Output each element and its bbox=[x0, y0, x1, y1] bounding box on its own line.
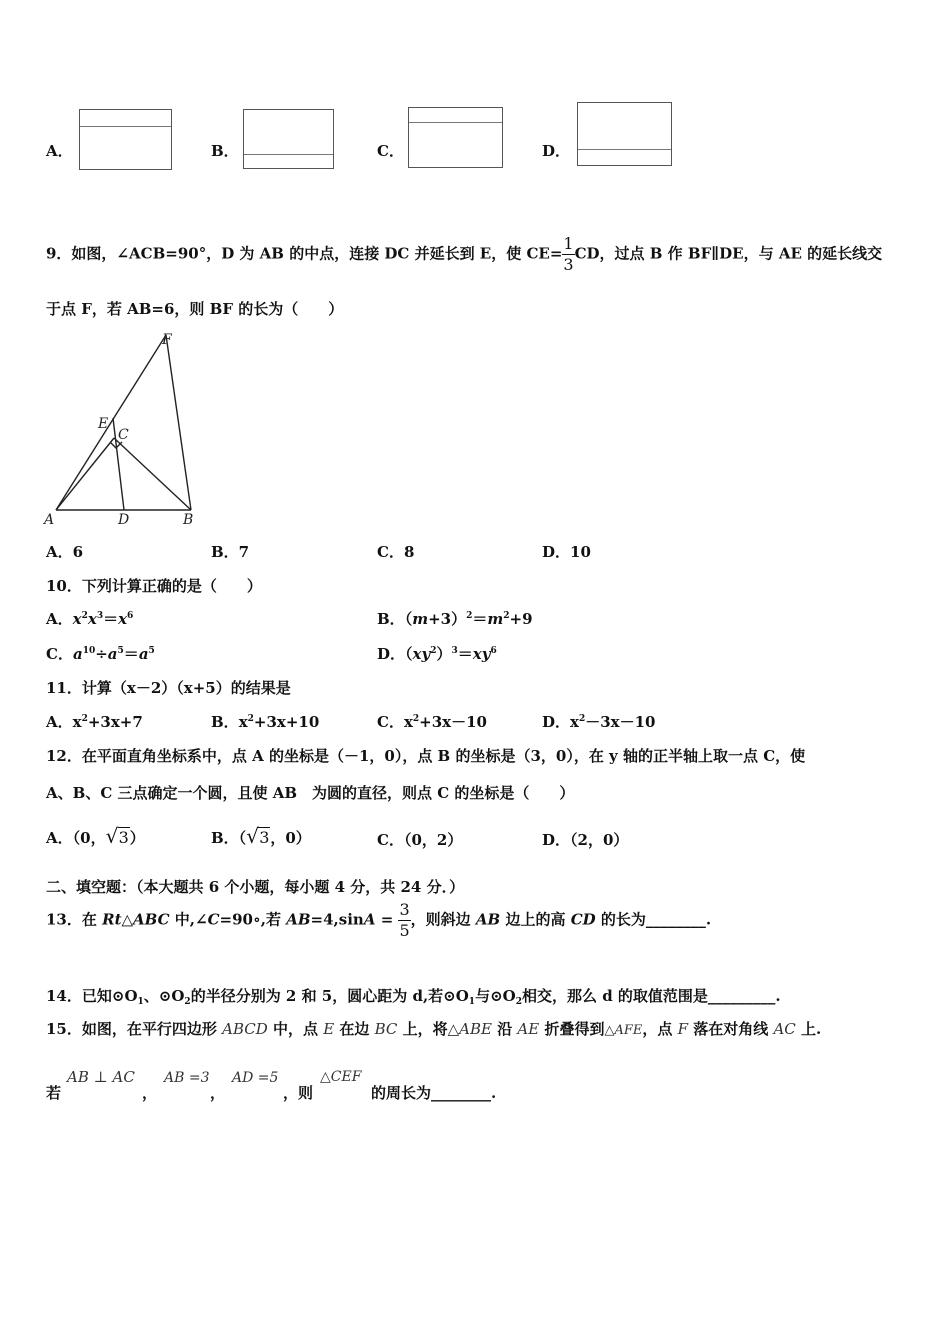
q15-comma-1: ， bbox=[142, 1084, 158, 1102]
label-d: D bbox=[118, 512, 130, 528]
label-f: F bbox=[162, 332, 172, 348]
q12-option-b: B．（ √ 3，0） bbox=[211, 824, 311, 848]
line-cb bbox=[114, 438, 191, 510]
q11-option-b: B．$x^2+3x+10$ bbox=[211, 713, 320, 731]
q9-option-d: D．10 bbox=[542, 543, 591, 561]
q15-comma-2: ， bbox=[210, 1084, 226, 1102]
q14-stem: 14．已知$⊙O_1$、$⊙O_2$的半径分别为 2 和 5，圆心距为 d,若$⊙O_1$与$⊙O_2$相交，那么 d 的取值范围是_________. bbox=[46, 987, 781, 1007]
q8-option-a-figure bbox=[79, 109, 172, 170]
q8-option-b-figure bbox=[243, 109, 334, 169]
q15-ab-equals-3: AB =3 bbox=[164, 1070, 210, 1086]
line-af bbox=[56, 335, 166, 510]
q15-perimeter-blank: 的周长为________. bbox=[371, 1084, 497, 1102]
q9-option-c: C．8 bbox=[377, 543, 415, 561]
q10-option-b: B．$(m+3)^2=m^2+9$ bbox=[377, 610, 533, 628]
q12-option-d: D．（2，0） bbox=[542, 831, 629, 849]
fraction-three-fifths: $\frac{3}{5}$ bbox=[399, 900, 410, 940]
q15-ad-equals-5: AD =5 bbox=[232, 1070, 279, 1086]
q12-option-c: C．（0，2） bbox=[377, 831, 463, 849]
line-fb bbox=[166, 335, 191, 510]
q11-stem: 11．计算（x－2）（x+5）的结果是 bbox=[46, 679, 291, 697]
q15-line2-ruo: 若 bbox=[46, 1084, 62, 1102]
q8-option-c-figure bbox=[408, 107, 503, 168]
q12-stem-line2: A、B、C 三点确定一个圆，且使 AB 为圆的直径，则点 C 的坐标是（ ） bbox=[46, 784, 575, 802]
q15-stem-line1: 15．如图，在平行四边形 ABCD 中，点 E 在边 BC 上，将△ABE 沿 AE 折叠得到△AFE，点 F 落在对角线 AC 上. bbox=[46, 1020, 822, 1038]
q13-stem: 13．在 Rt△ABC 中,∠C=90∘,若 AB=4,sinA = $\frac{3}{5}$ ，则斜边 AB 边上的高 CD 的长为________. bbox=[46, 900, 712, 940]
q10-option-a: A．$x^2x^3=x^6$ bbox=[46, 610, 134, 628]
q10-option-d: D．$(xy^2)^3=xy^6$ bbox=[377, 645, 497, 663]
q9-option-a: A．6 bbox=[46, 543, 84, 561]
label-b: B bbox=[183, 512, 194, 528]
q8-option-c-label: C． bbox=[377, 142, 404, 160]
q8-option-d-figure bbox=[577, 102, 672, 166]
sqrt-3: √ 3 bbox=[105, 824, 129, 848]
label-c: C bbox=[118, 427, 129, 443]
label-a: A bbox=[44, 512, 55, 528]
q9-stem-line2: 于点 F，若 AB=6，则 BF 的长为（ ） bbox=[46, 300, 344, 318]
q9-option-b: B．7 bbox=[211, 543, 250, 561]
q10-option-c: C．$a^{10}\div a^5=a^5$ bbox=[46, 645, 155, 663]
q15-ab-perp-ac: AB ⊥ AC bbox=[67, 1068, 135, 1086]
q8-option-b-label: B． bbox=[211, 142, 239, 160]
q9-stem-line1: 9．如图，∠ACB=90°，D 为 AB 的中点，连接 DC 并延长到 E，使 CE= $\frac{1}{3}$ CD，过点 B 作 BF∥DE，与 AE 的延长线交 bbox=[46, 234, 883, 274]
q12-option-a: A．（0， √ 3） bbox=[46, 824, 145, 848]
q11-option-d: D．$x^2-3x-10$ bbox=[542, 713, 656, 731]
sqrt-3: √ 3 bbox=[246, 824, 270, 848]
label-e: E bbox=[98, 416, 109, 432]
q10-stem: 10．下列计算正确的是（ ） bbox=[46, 577, 262, 595]
q15-triangle-cef: △CEF bbox=[320, 1069, 362, 1085]
line-ac bbox=[56, 438, 114, 510]
q8-option-a-label: A． bbox=[46, 142, 73, 160]
q8-option-d-label: D． bbox=[542, 142, 571, 160]
q9-triangle-figure bbox=[40, 326, 220, 534]
q15-then: ，则 bbox=[283, 1084, 314, 1102]
q11-option-c: C．$x^2+3x-10$ bbox=[377, 713, 487, 731]
q12-stem-line1: 12．在平面直角坐标系中，点 A 的坐标是（－1，0），点 B 的坐标是（3，0），在 y 轴的正半轴上取一点 C，使 bbox=[46, 747, 806, 765]
fraction-one-third: $\frac{1}{3}$ bbox=[563, 234, 574, 274]
section-fill-in-blank-heading: 二、填空题：（本大题共 6 个小题，每小题 4 分，共 24 分．） bbox=[46, 878, 465, 896]
q11-option-a: A．$x^2+3x+7$ bbox=[46, 713, 143, 731]
